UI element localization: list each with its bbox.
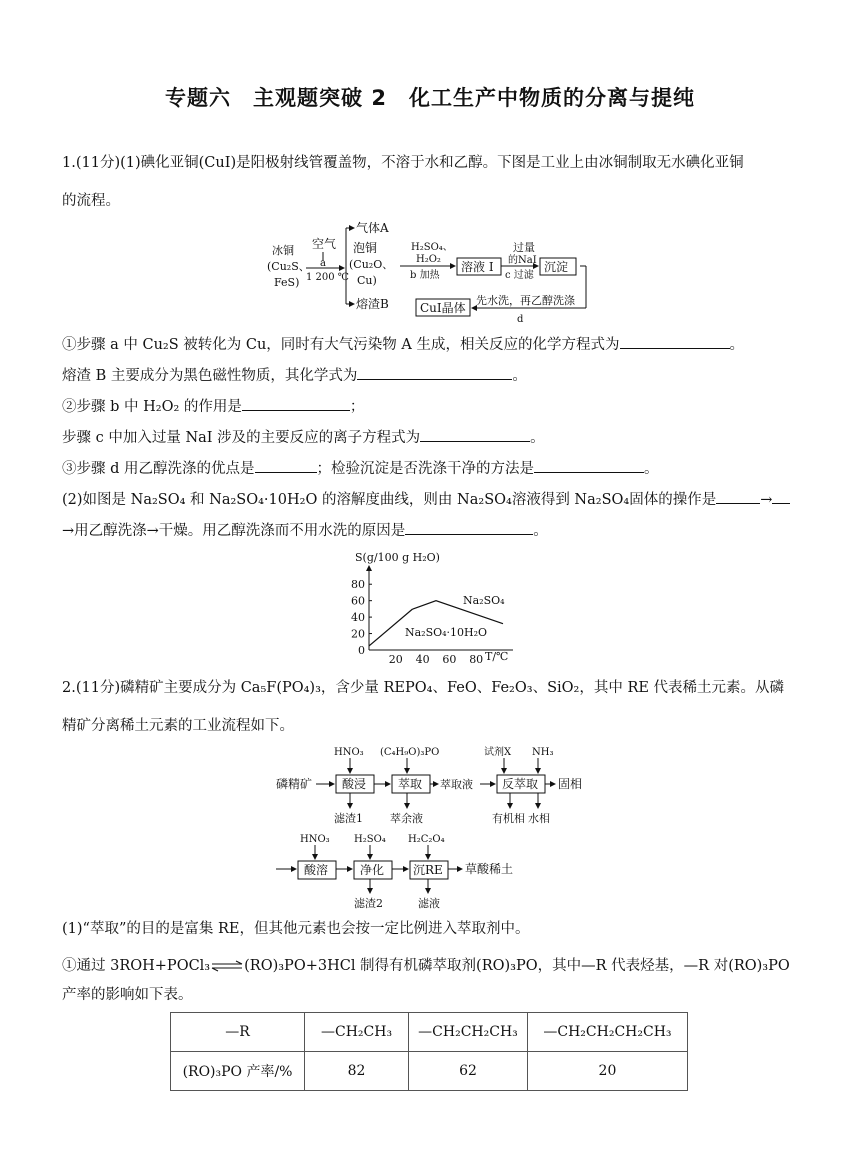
q1-flow-step-d: d [517,314,524,325]
q1-flow-step-b: b 加热 [410,270,440,281]
q1-part2-line2-period: 。 [533,523,548,539]
q2-flow-r1: HNO₃ [334,747,364,758]
answer-blank-2[interactable] [357,365,512,380]
q1-flow-temp: 1 200 ℃ [306,272,349,283]
q1-flow-start-3: FeS) [274,276,300,289]
q2-sub1-line2: 产率的影响如下表。 [62,987,193,1003]
q2-sub1-text-b: (RO)₃PO+3HCl 制得有机磷萃取剂(RO)₃PO，其中—R 代表烃基，—R 对(RO)₃PO [244,958,790,974]
q1-sub2-line2-text: 步骤 c 中加入过量 NaI 涉及的主要反应的离子方程式为 [62,430,421,446]
q2-intro-line1: 2.(11分)磷精矿主要成分为 Ca₅F(PO₄)₃，含少量 REPO₄、FeO、Fe₂O₃、SiO₂，其中 RE 代表稀土元素。从磷 [62,680,785,696]
answer-blank-9[interactable] [405,520,533,535]
y-tick-label: 80 [351,578,365,592]
q2-flow-o3b: 水相 [528,812,550,825]
q1-flow-reagent-b-2: H₂O₂ [416,254,441,265]
answer-blank-6[interactable] [534,458,644,473]
q1-sub2-line2 [62,427,545,449]
q2-flow-box2: 萃取 [398,777,423,791]
series-label-na2so4: Na₂SO₄ [463,594,505,607]
q1-intro-line1: 1.(11分)(1)碘化亚铜(CuI)是阳极射线管覆盖物，不溶于水和乙醇。下图是工业上由冰铜制取无水碘化亚铜 [62,155,744,171]
y-tick-label: 60 [351,594,365,608]
q1-flow-precipitate: 沉淀 [544,260,569,274]
answer-blank-3[interactable] [242,396,350,411]
q2-flow-box5: 净化 [360,863,385,877]
q1-sub1-line1-text: ①步骤 a 中 Cu₂S 被转化为 Cu，同时有大气污染物 A 生成，相关反应的化学方程式为 [62,337,620,353]
q2-flow-box3: 反萃取 [502,777,539,791]
q1-sub2-line1 [62,396,364,418]
q1-flow-step-a: a [320,258,326,269]
y-tick-label: 20 [351,627,365,641]
q2-flow-start: 磷精矿 [276,777,313,791]
q1-sub3-text-b: ；检验沉淀是否洗涤干净的方法是 [316,461,534,477]
q1-flow-solution-1: 溶液 Ⅰ [461,260,494,274]
q1-flow-step-c: c 过滤 [505,270,534,281]
q1-sub2-line2-period: 。 [530,430,545,446]
q2-flow-r3b: NH₃ [532,747,554,758]
q1-part2-line1-text: (2)如图是 Na₂SO₄ 和 Na₂SO₄·10H₂O 的溶解度曲线，则由 Na₂SO₄溶液得到 Na₂SO₄固体的操作是 [62,492,717,508]
q2-flow-r6: H₂C₂O₄ [408,834,445,845]
q1-sub2-line1-text: ②步骤 b 中 H₂O₂ 的作用是 [62,399,242,415]
q1-flow-reagent-c-2: 的NaI [508,255,537,266]
answer-blank-1[interactable] [620,334,730,349]
chart-x-label: T/℃ [485,650,509,663]
q1-flow-reagent-b-1: H₂SO₄、 [411,242,453,253]
chart-y-label: S(g/100 g H₂O) [355,551,440,564]
q2-flow-o5: 滤渣2 [354,897,383,910]
table-header-cell: —R [171,1013,305,1052]
q1-sub1-line2-period: 。 [512,368,527,384]
q2-flow-final: 草酸稀土 [465,862,514,876]
q2-flow-solid: 固相 [558,777,583,791]
q1-flow-diagram [250,218,630,330]
q2-flow-box1: 酸浸 [342,777,367,791]
q2-flow-o6: 滤液 [418,897,440,910]
q1-flow-reagent-c-1: 过量 [513,241,535,254]
q2-flow-o1: 滤渣1 [334,812,363,825]
q2-flow-r3a: 试剂X [484,747,512,758]
x-tick-label: 60 [442,653,457,666]
q2-flow-r4: HNO₃ [300,834,330,845]
q2-flow-mid: 萃取液 [440,778,473,791]
x-tick-label: 80 [469,653,484,666]
page-title: 专题六 主观题突破 2 化工生产中物质的分离与提纯 [165,86,695,110]
answer-blank-4[interactable] [420,427,530,442]
table-cell: 20 [527,1052,687,1091]
q2-intro-line2: 精矿分离稀土元素的工业流程如下。 [62,718,294,734]
y-tick-label: 0 [358,644,365,657]
q1-part2-arrow: → [760,492,773,508]
q2-sub1-line1 [62,955,790,977]
q1-flow-gas-a: 气体A [356,221,389,235]
answer-blank-7[interactable] [716,489,760,504]
q1-part2-line1 [62,489,790,511]
answer-blank-5[interactable] [255,458,317,473]
table-row-label: (RO)₃PO 产率/% [171,1052,305,1091]
q1-flow-blister-3: Cu) [357,274,377,287]
q2-flow-o2: 萃余液 [390,812,423,825]
q1-sub3-text-a: ③步骤 d 用乙醇洗涤的优点是 [62,461,255,477]
r-group-yield-table [170,1012,688,1091]
q1-flow-product: CuI晶体 [420,301,466,315]
table-header-cell: —CH₂CH₂CH₃ [409,1013,528,1052]
q1-sub1-line2 [62,365,527,387]
q1-flow-blister-2: (Cu₂O、 [349,258,394,271]
q1-sub2-line1-semicolon: ； [349,399,365,415]
q1-flow-slag-b: 熔渣B [356,297,389,311]
q2-flow-r2: (C₄H₉O)₃PO [380,747,440,758]
q1-sub3-period: 。 [644,461,659,477]
q2-sub1-text-a: ①通过 3ROH+POCl₃ [62,958,211,974]
q1-flow-start-2: (Cu₂S、 [267,260,310,273]
equilibrium-arrow-icon [210,960,244,972]
table-header-row [171,1013,688,1052]
x-tick-label: 40 [415,653,430,666]
q1-sub1-line1-period: 。 [729,337,744,353]
x-tick-label: 20 [388,653,403,666]
q1-sub1-line2-text: 熔渣 B 主要成分为黑色磁性物质，其化学式为 [62,368,358,384]
table-header-cell: —CH₂CH₂CH₂CH₃ [527,1013,687,1052]
table-cell: 62 [409,1052,528,1091]
q1-part2-line2-text: →用乙醇洗涤→干燥。用乙醇洗涤而不用水洗的原因是 [62,523,406,539]
solubility-chart [345,548,520,666]
q2-flow-diagram [270,743,600,913]
q1-sub1-line1 [62,334,744,356]
q1-flow-air: 空气 [312,237,337,251]
table-cell: 82 [305,1052,409,1091]
q2-flow-box4: 酸溶 [304,863,329,877]
q2-part1: (1)“萃取”的目的是富集 RE，但其他元素也会按一定比例进入萃取剂中。 [62,921,530,937]
q1-flow-blister-1: 泡铜 [353,241,378,255]
q1-flow-wash: 先水洗，再乙醇洗涤 [476,294,575,307]
q1-flow-start-1: 冰铜 [272,244,294,257]
q2-flow-r5: H₂SO₄ [354,834,386,845]
q1-part2-line2 [62,520,548,542]
series-label-decahydrate: Na₂SO₄·10H₂O [405,626,488,639]
table-header-cell: —CH₂CH₃ [305,1013,409,1052]
q2-flow-o3a: 有机相 [492,812,525,825]
q1-sub3 [62,458,659,480]
q1-intro-line2: 的流程。 [62,193,120,209]
table-row [171,1052,688,1091]
answer-blank-8[interactable] [772,489,790,504]
q2-flow-box6: 沉RE [413,863,443,877]
y-tick-label: 40 [351,611,365,625]
